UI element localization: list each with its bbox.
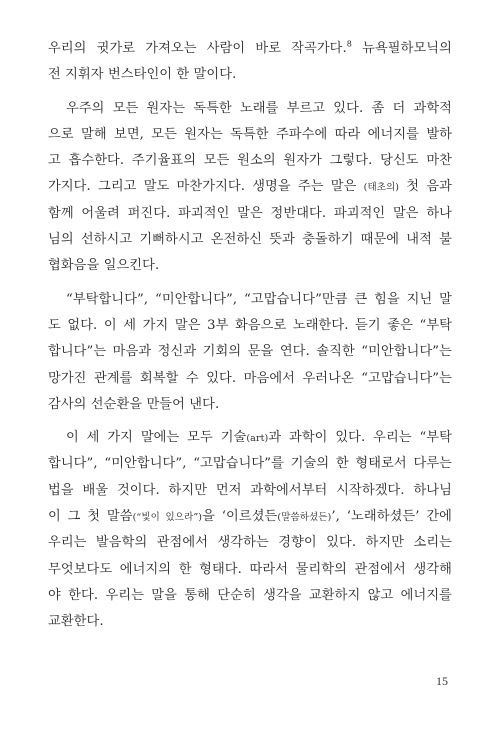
paragraph-4 [48,425,452,635]
text-line: 합니다”는 마음과 정신과 기회의 문을 연다. 솔직한 “미안합니다”는 [48,344,452,360]
text-line: 함께 어울려 퍼진다. 파괴적인 말은 정반대다. 파괴적인 말은 하나 [48,205,452,221]
footnote-marker[interactable]: 8 [346,39,352,49]
text-line: 합니다”, “미안합니다”, “고맙습니다”를 기술의 한 형태로서 다루는 [48,456,452,472]
text-line: 고 흡수한다. 주기율표의 모든 원소의 원자가 그렇다. 당신도 마찬 [48,153,452,169]
text-line: 가지다. 그리고 말도 마찬가지다. 생명을 주는 말은 (태초의) 첫 음과 [48,179,452,195]
text-line: 무엇보다도 에너지의 한 형태다. 따라서 물리학의 관점에서 생각해 [48,561,452,577]
text-line: 감사의 선순환을 만들어 낸다. [48,396,220,412]
text-line: 우리는 발음학의 관점에서 생각하는 경향이 있다. 하지만 소리는 [48,535,452,551]
text-line: 님의 선하시고 기뻐하시고 온전하신 뜻과 충돌하기 때문에 내적 불 [48,232,452,248]
text-line: 으로 말해 보면, 모든 원자는 독특한 주파수에 따라 에너지를 발하 [48,126,452,142]
text-line: 도 없다. 이 세 가지 말은 3부 화음으로 노래한다. 듣기 좋은 “부탁 [48,317,452,333]
text-line: 우리의 귓가로 가져오는 사람이 바로 작곡가다.$^8$ 뉴욕필하모닉의 [48,39,452,56]
text-line: 전 지휘자 번스타인이 한 말이다. [48,67,237,83]
text-line: 망가진 관계를 회복할 수 있다. 마음에서 우러나온 “고맙습니다”는 [48,370,452,386]
text-line: 이 그 첫 말씀(“빛이 있으라”)을 ‘이르셨든(말씀하셨든)’, ‘노래하셨든’ 간에 [48,509,453,525]
text-line: “부탁합니다”, “미안합니다”, “고맙습니다”만큼 큰 힘을 지닌 말 [66,291,452,307]
body-text [48,36,452,636]
text-line: 야 한다. 우리는 말을 통해 단순히 생각을 교환하지 않고 에너지를 [48,587,452,603]
text-line: 교환한다. [48,614,104,630]
page-number: 15 [436,674,448,688]
text-line: 우주의 모든 원자는 독특한 노래를 부르고 있다. 좀 더 과학적 [66,100,452,116]
paragraph-1 [48,36,452,89]
text-line: 법을 배울 것이다. 하지만 먼저 과학에서부터 시작하겠다. 하나님 [48,482,452,498]
text-line: 이 세 가지 말에는 모두 기술(art)과 과학이 있다. 우리는 “부탁 [66,430,452,446]
paragraph-2 [48,96,452,280]
paragraph-3 [48,287,452,418]
text-line: 협화음을 일으킨다. [48,258,160,274]
